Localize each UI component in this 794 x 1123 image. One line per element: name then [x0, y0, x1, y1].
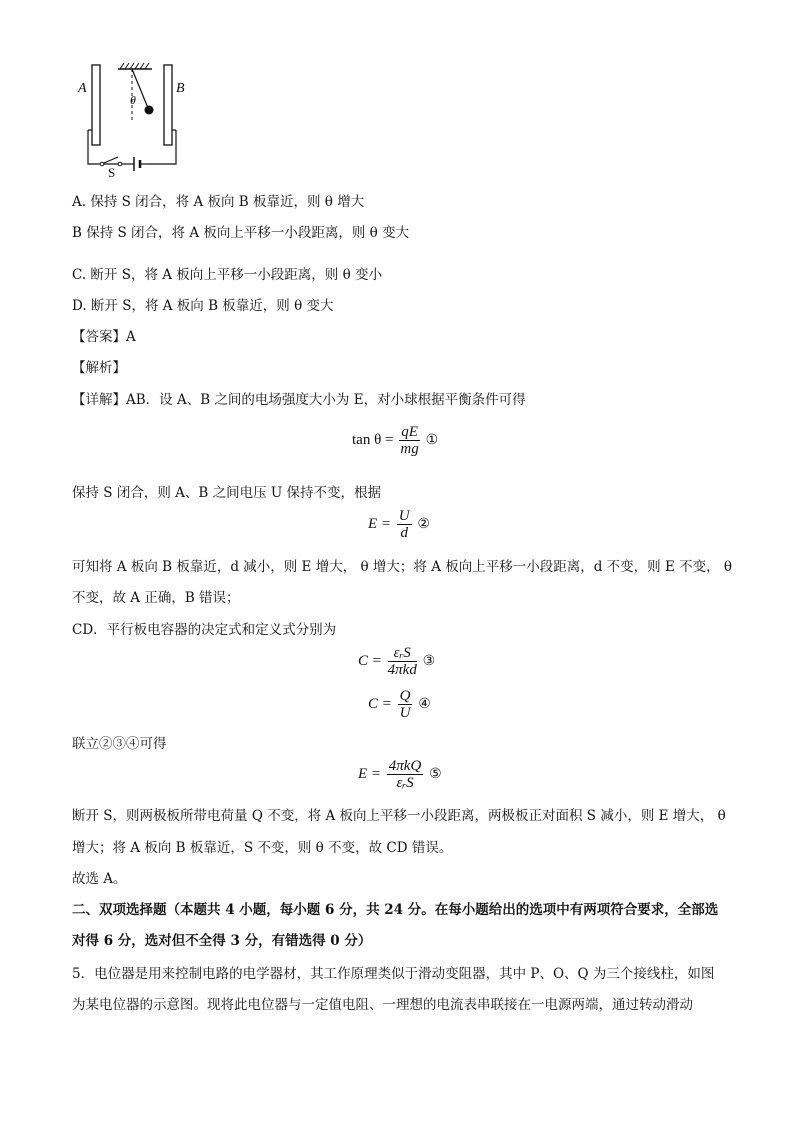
equation-5 [358, 758, 442, 791]
eq1-mark: ① [425, 432, 439, 448]
eq4-mark: ④ [418, 696, 431, 712]
eq3-denominator: 4πkd [387, 662, 417, 678]
eq2-fraction [397, 508, 412, 541]
eq4-fraction [398, 688, 413, 721]
capacitor-pendulum-figure [70, 60, 200, 180]
line-choose: 故选 A。 [72, 871, 127, 887]
eq5-fraction [387, 758, 424, 791]
eq4-denominator: U [399, 705, 411, 721]
eq2-lhs: E = [368, 515, 392, 532]
eq3-numerator: εᵣS [388, 645, 417, 662]
eq5-mark: ⑤ [429, 766, 442, 782]
label-theta: θ [130, 93, 136, 107]
line-cd: CD．平行板电容器的决定式和定义式分别为 [72, 622, 337, 638]
eq5-numerator: 4πkQ [388, 758, 422, 774]
question-5-line2: 为某电位器的示意图。现将此电位器与一定值电阻、一理想的电流表串联接在一电源两端，通过转动滑动 [72, 997, 693, 1013]
plate-b [164, 65, 172, 145]
plate-a [92, 65, 100, 145]
section-2-heading-line2: 对得 6 分，选对但不全得 3 分，有错选得 0 分） [72, 933, 372, 949]
label-a: A [78, 81, 87, 96]
line-keep-s: 保持 S 闭合，则 A、B 之间电压 U 保持不变，根据 [72, 485, 382, 501]
line-reason-1: 可知将 A 板向 B 板靠近，d 减小，则 E 增大， θ 增大；将 A 板向上平移一小段距离，d 不变，则 E 不变， θ [72, 559, 733, 575]
eq3-lhs: C = [358, 652, 382, 669]
eq5-lhs: E = [358, 765, 382, 782]
option-c: C. 断开 S，将 A 板向上平移一小段距离，则 θ 变小 [72, 267, 383, 283]
eq5-denominator: εᵣS [396, 775, 414, 791]
eq4-lhs: C = [368, 695, 392, 712]
eq1-denominator: mg [400, 441, 419, 457]
eq2-mark: ② [417, 516, 430, 532]
line-open-1: 断开 S，则两极板所带电荷量 Q 不变，将 A 板向上平移一小段距离，两极板正对面积 S 减小，则 E 增大， θ [72, 808, 726, 824]
option-a: A. 保持 S 闭合，将 A 板向 B 板靠近，则 θ 增大 [72, 194, 365, 210]
eq3-mark: ③ [422, 653, 436, 669]
battery [122, 157, 148, 171]
equation-3 [358, 645, 435, 678]
detail-intro: 【详解】AB．设 A、B 之间的电场强度大小为 E，对小球根据平衡条件可得 [72, 392, 526, 408]
equation-2 [368, 508, 430, 541]
eq4-numerator: Q [399, 688, 411, 704]
label-s: S [108, 165, 116, 180]
pendulum-ball [145, 106, 154, 115]
eq2-numerator: U [398, 508, 410, 524]
eq1-fraction [399, 424, 420, 457]
analysis-label: 【解析】 [72, 360, 126, 376]
equation-1 [352, 424, 438, 457]
label-b: B [176, 81, 185, 96]
question-5-line1: 5．电位器是用来控制电路的电学器材，其工作原理类似于滑动变阻器，其中 P、O、Q 为三个接线柱，如图 [72, 966, 715, 982]
eq3-fraction [388, 645, 417, 678]
eq2-denominator: d [400, 525, 408, 541]
line-combine: 联立②③④可得 [72, 736, 167, 752]
line-open-2: 增大；将 A 板向 B 板靠近，S 不变，则 θ 不变，故 CD 错误。 [72, 840, 453, 856]
line-reason-2: 不变，故 A 正确，B 错误； [72, 590, 240, 606]
eq1-numerator: qE [401, 424, 418, 440]
option-b: B 保持 S 闭合，将 A 板向上平移一小段距离，则 θ 变大 [72, 225, 410, 241]
eq1-lhs: tan θ = [352, 431, 394, 448]
equation-4 [368, 688, 431, 721]
ceiling-hatch [118, 63, 152, 69]
option-d: D. 断开 S，将 A 板向 B 板靠近，则 θ 变大 [72, 298, 334, 314]
answer: 【答案】A [72, 329, 136, 345]
section-2-heading-line1: 二、双项选择题（本题共 4 小题，每小题 6 分，共 24 分。在每小题给出的选项中有两项符合要求，全部选 [72, 902, 719, 918]
